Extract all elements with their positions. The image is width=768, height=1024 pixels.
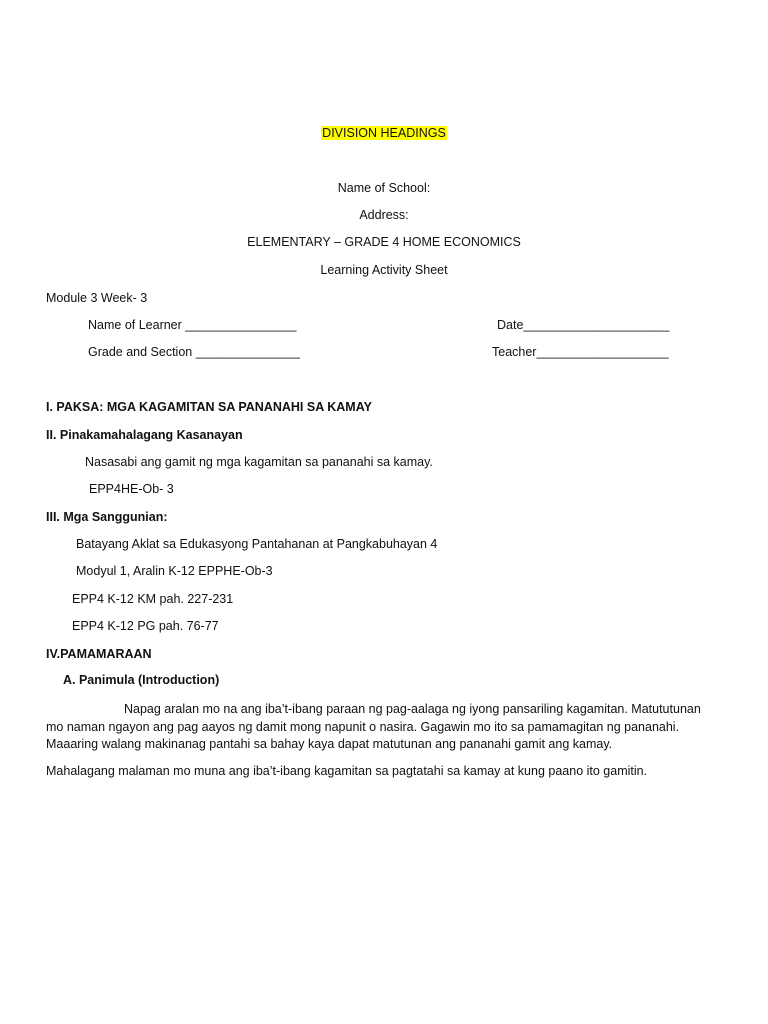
kasanayan-code: EPP4HE-Ob- 3 [89, 482, 174, 496]
panimula-heading: A. Panimula (Introduction) [63, 673, 220, 687]
date-field: Date_____________________ [497, 318, 670, 332]
division-headings: DIVISION HEADINGS [322, 126, 446, 140]
panimula-paragraph-line: Maaaring walang makinanag pantahi sa bahay kaya dapat matutunan ang pananahi gamit ang kamay. [46, 737, 613, 751]
paksa-heading: I. PAKSA: MGA KAGAMITAN SA PANANAHI SA KAMAY [46, 400, 372, 414]
teacher-field: Teacher___________________ [492, 345, 669, 359]
panimula-paragraph-line: Napag aralan mo na ang iba’t-ibang paraan ng pag-aalaga ng iyong pansariling kagamitan. Matututunan [124, 702, 701, 716]
sanggunian-heading: III. Mga Sanggunian: [46, 510, 168, 524]
panimula-paragraph-line: mo naman ngayon ang pag aayos ng damit mong napunit o nasira. Gagawin mo ito sa pamamagitan ng pananahi. [46, 720, 680, 734]
name-of-learner-field: Name of Learner ________________ [88, 318, 297, 332]
address: Address: [359, 208, 409, 222]
sanggunian-item: Batayang Aklat sa Edukasyong Pantahanan at Pangkabuhayan 4 [76, 537, 438, 551]
panimula-paragraph-2: Mahalagang malaman mo muna ang iba’t-ibang kagamitan sa pagtatahi sa kamay at kung paano ito gamitin. [46, 764, 648, 778]
grade-and-section-field: Grade and Section _______________ [88, 345, 300, 359]
kasanayan-heading: II. Pinakamahalagang Kasanayan [46, 428, 243, 442]
sanggunian-item: EPP4 K-12 KM pah. 227-231 [72, 592, 234, 606]
name-of-school: Name of School: [337, 181, 431, 195]
course-title: ELEMENTARY – GRADE 4 HOME ECONOMICS [247, 235, 521, 249]
sheet-title: Learning Activity Sheet [320, 263, 448, 277]
sanggunian-item: EPP4 K-12 PG pah. 76-77 [72, 619, 219, 633]
kasanayan-text: Nasasabi ang gamit ng mga kagamitan sa pananahi sa kamay. [85, 455, 433, 469]
sanggunian-item: Modyul 1, Aralin K-12 EPPHE-Ob-3 [76, 564, 273, 578]
module-week: Module 3 Week- 3 [46, 291, 148, 305]
pamamaraan-heading: IV.PAMAMARAAN [46, 647, 152, 661]
division-headings-line [0, 125, 768, 141]
